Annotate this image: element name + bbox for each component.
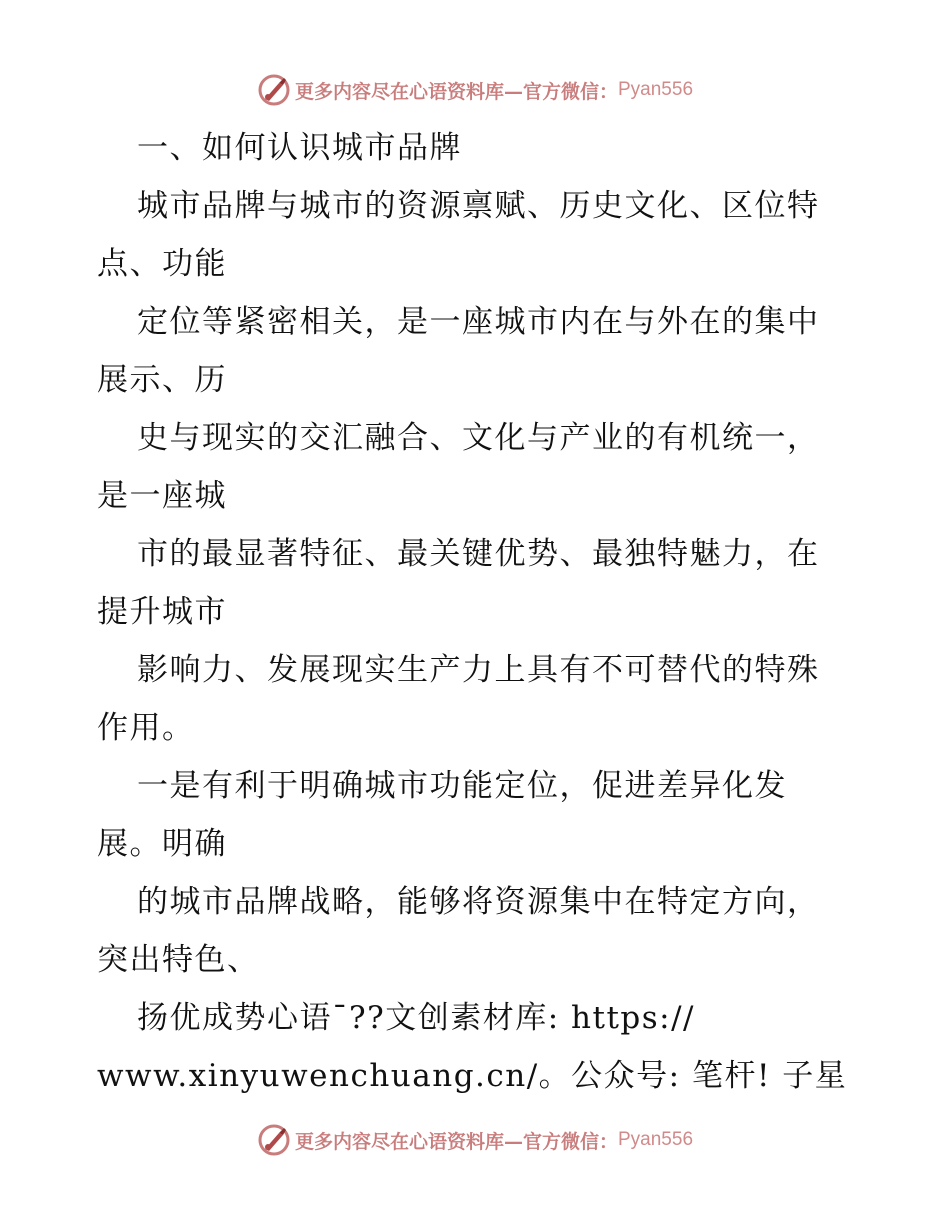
header-watermark	[0, 70, 950, 110]
doc-line: 定位等紧密相关，是一座城市内在与外在的集中	[137, 304, 820, 340]
doc-line: 一是有利于明确城市功能定位，促进差异化发	[137, 768, 787, 804]
doc-line: 提升城市	[97, 594, 227, 630]
doc-line: 的城市品牌战略，能够将资源集中在特定方向，	[137, 884, 820, 920]
doc-line: 市的最显著特征、最关键优势、最独特魅力，在	[137, 536, 820, 572]
doc-line: 作用。	[97, 710, 195, 746]
document-body	[97, 119, 857, 1105]
watermark-brand: Pyan556	[618, 1129, 694, 1150]
doc-line: www.xinyuwenchuang.cn/。公众号: 笔杆! 子星	[97, 1058, 848, 1094]
watermark-text: 更多内容尽在心语资料库—官方微信：	[294, 80, 618, 103]
doc-line: 是一座城	[97, 478, 227, 514]
doc-line: 点、功能	[97, 246, 227, 282]
doc-line: 展。明确	[97, 826, 227, 862]
doc-line: 扬优成势心语¯??文创素材库: https://	[137, 1000, 696, 1036]
doc-line: 影响力、发展现实生产力上具有不可替代的特殊	[137, 652, 820, 688]
watermark-text: 更多内容尽在心语资料库—官方微信：	[294, 1130, 618, 1153]
quill-pen-logo-icon	[257, 73, 291, 107]
doc-line: 史与现实的交汇融合、文化与产业的有机统一，	[137, 420, 820, 456]
doc-line: 展示、历	[97, 362, 227, 398]
footer-watermark	[0, 1120, 950, 1160]
doc-line: 城市品牌与城市的资源禀赋、历史文化、区位特	[137, 188, 820, 224]
doc-line: 突出特色、	[97, 942, 260, 978]
doc-line: 一、如何认识城市品牌	[137, 130, 462, 166]
quill-pen-logo-icon	[257, 1123, 291, 1157]
watermark-brand: Pyan556	[618, 79, 694, 100]
